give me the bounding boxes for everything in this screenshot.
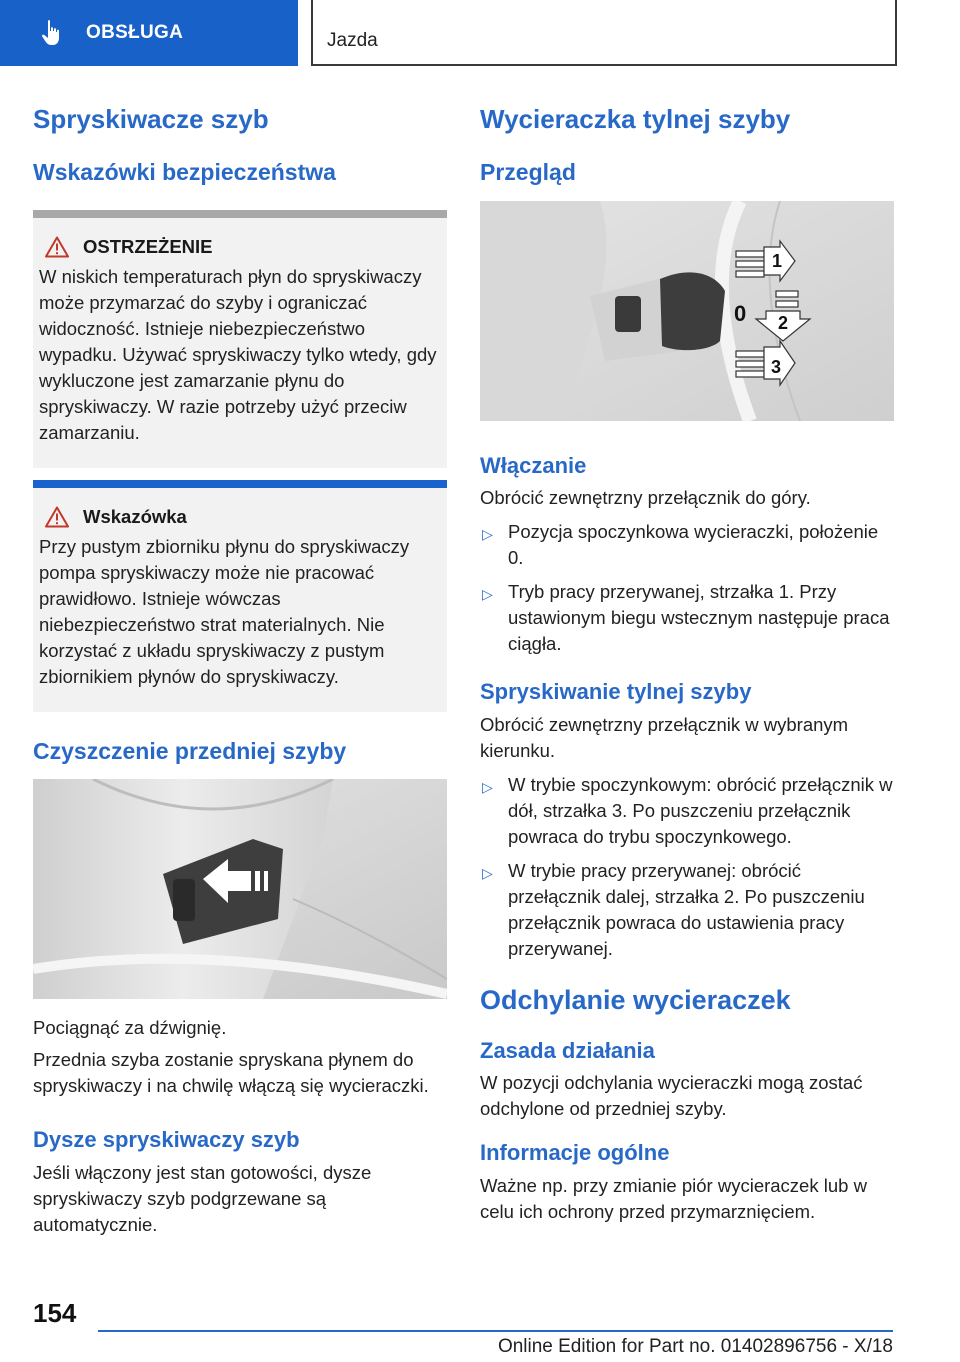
warning-box [33, 210, 447, 468]
section-tab-label: OBSŁUGA [86, 22, 184, 43]
heading-switch-on: Włączanie [480, 452, 587, 478]
warning-triangle-icon [45, 236, 69, 258]
list-item: ▷ W trybie spoczynkowym: obrócić przełącznik w dół, strzałka 3. Po puszczeniu przełącznik powraca do trybu spoczynkowego. [482, 773, 893, 847]
principle-text: W pozycji odchylania wycieraczki mogą zostać odchylone od przedniej szyby. [480, 1072, 863, 1120]
chapter-header [311, 0, 897, 66]
page-number: 154 [33, 1298, 77, 1328]
heading-nozzles: Dysze spryskiwaczy szyb [33, 1127, 300, 1153]
front-step-1: Pociągnąć za dźwignię. [33, 1017, 227, 1039]
notice-text: Przy pustym zbiorniku płynu do spryskiwaczy pompa spryskiwaczy może nie pracować prawidłowo. Istnieje wówczas niebezpieczeństwo strat materialnych. Nie korzystać z układu spryskiwaczy z pustym zbiornikiem płynów do spryskiwaczy. [39, 535, 410, 687]
heading-rear-wash: Spryskiwanie tylnej szyby [480, 679, 752, 705]
footer-divider [98, 1330, 893, 1332]
general-info-text: Ważne np. przy zmianie piór wycieraczek lub w celu ich ochrony przed przymarznięciem. [480, 1174, 867, 1222]
bullet-triangle-icon: ▷ [482, 526, 493, 543]
rear-wiper-switch-image [480, 201, 894, 421]
left-column [33, 100, 447, 1238]
heading-principle: Zasada działania [480, 1037, 655, 1063]
rear-wash-list [480, 772, 894, 962]
heading-rear-wiper: Wycieraczka tylnej szyby [480, 104, 791, 134]
heading-wiper-fold: Odchylanie wycieraczek [480, 984, 791, 1015]
heading-front-cleaning: Czyszczenie przedniej szyby [33, 737, 347, 764]
warning-text: W niskich temperaturach płyn do spryskiwaczy może przymarzać do szyby i ograniczać widoczność. Istnieje niebezpieczeństwo wypadku. Używać spryskiwaczy tylko wtedy, gdy wykluczone jest zamarzanie płynu do spryskiwaczy. W razie potrzeby użyć przeciw zamarzaniu. [39, 265, 437, 443]
list-item: ▷ Tryb pracy przerywanej, strzałka 1. Przy ustawionym biegu wstecznym następuje praca ciągła. [482, 581, 890, 655]
bullet-triangle-icon: ▷ [482, 864, 493, 881]
notice-box [33, 480, 447, 712]
front-wash-lever-image [33, 779, 447, 999]
right-column [480, 100, 894, 1225]
chapter-title: Jazda [327, 30, 378, 51]
notice-title: Wskazówka [83, 505, 187, 527]
position-label-0: 0 [734, 300, 747, 326]
warning-title: OSTRZEŻENIE [83, 235, 213, 257]
bullet-triangle-icon: ▷ [482, 586, 493, 603]
front-step-2: Przednia szyba zostanie spryskana płynem do spryskiwaczy i na chwilę włączą się wycieraczki. [33, 1049, 429, 1097]
heading-overview: Przegląd [480, 159, 576, 186]
switch-on-list [480, 519, 894, 657]
arrow-label-1: 1 [772, 250, 783, 271]
arrow-label-3: 3 [771, 356, 782, 377]
section-tab[interactable] [0, 0, 298, 66]
switch-on-text: Obrócić zewnętrzny przełącznik do góry. [480, 487, 811, 509]
bullet-triangle-icon: ▷ [482, 778, 493, 795]
hand-pointer-icon [40, 19, 64, 47]
heading-general-info: Informacje ogólne [480, 1140, 670, 1166]
rear-wash-text: Obrócić zewnętrzny przełącznik w wybranym kierunku. [480, 713, 849, 761]
heading-safety: Wskazówki bezpieczeństwa [33, 159, 336, 186]
warning-triangle-icon [45, 506, 69, 528]
heading-washers: Spryskiwacze szyb [33, 104, 269, 134]
nozzles-text: Jeśli włączony jest stan gotowości, dysze spryskiwaczy szyb podgrzewane są automatycznie. [33, 1161, 372, 1235]
arrow-label-2: 2 [778, 312, 789, 333]
list-item: ▷ W trybie pracy przerywanej: obrócić przełącznik dalej, strzałka 2. Po puszczeniu przełącznik powraca do ustawienia pracy przerywanej. [482, 859, 865, 959]
list-item: ▷ Pozycja spoczynkowa wycieraczki, położenie 0. [482, 521, 879, 569]
edition-note: Online Edition for Part no. 01402896756 - X/18 [497, 1336, 893, 1357]
